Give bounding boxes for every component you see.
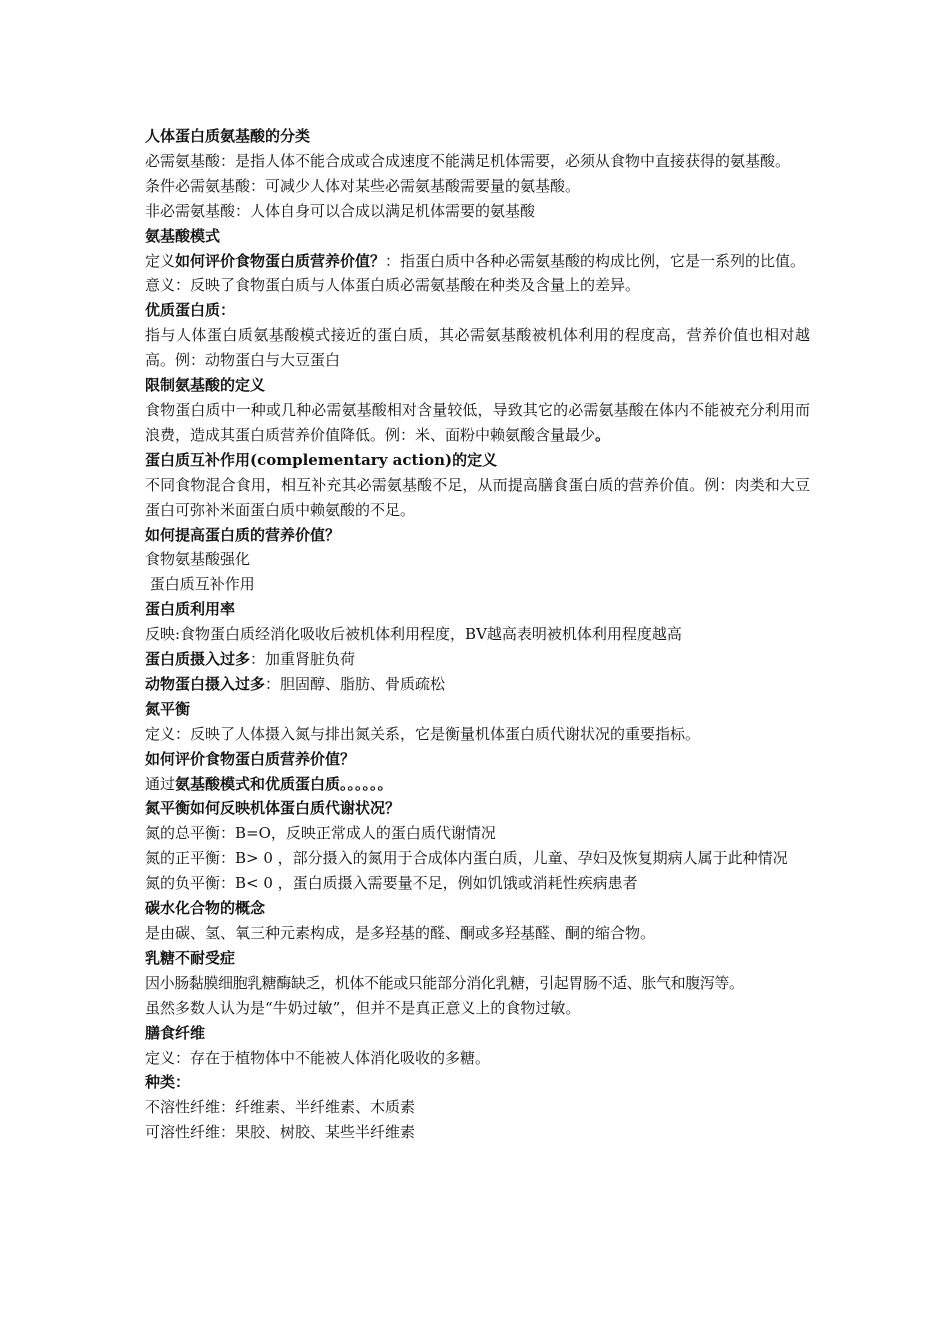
text-run-bold: 动物蛋白摄入过多 (145, 674, 266, 693)
list-item-complementation: 蛋白质互补作用 (145, 575, 255, 594)
paragraph-lactose-intolerance-1: 因小肠黏膜细胞乳糖酶缺乏，机体不能或只能部分消化乳糖，引起胃肠不适、胀气和腹泻等。 (145, 973, 744, 992)
paragraph-protein-excess (145, 647, 810, 672)
heading-limiting-amino-acid: 限制氨基酸的定义 (145, 376, 266, 395)
heading-nitrogen-balance-metabolism: 氮平衡如何反映机体蛋白质代谢状况？ (145, 799, 401, 818)
heading-fiber-types: 种类： (145, 1073, 191, 1092)
paragraph-animal-protein-excess (145, 672, 810, 697)
heading-carbohydrate-concept: 碳水化合物的概念 (145, 899, 266, 918)
heading-complementary-action: 蛋白质互补作用(complementary action)的定义 (145, 450, 498, 469)
paragraph-carbohydrate-concept: 是由碳、氢、氧三种元素构成，是多羟基的醛、酮或多羟基醛、酮的缩合物。 (145, 924, 656, 942)
heading-protein-utilization: 蛋白质利用率 (145, 600, 236, 619)
text-run: 定义 (145, 251, 176, 270)
text-run: 通过 (145, 774, 176, 793)
list-item-soluble-fiber: 可溶性纤维：果胶、树胶、某些半纤维素 (145, 1123, 416, 1142)
text-run: 食物蛋白质中一种或几种必需氨基酸相对含量较低，导致其它的必需氨基酸在体内不能被充分利用而浪费，造成其蛋白质营养价值降低。例：米、面粉中赖氨酸含量最少 (145, 400, 810, 444)
heading-nitrogen-balance: 氮平衡 (145, 699, 191, 718)
paragraph-nonessential: 非必需氨基酸：人体自身可以合成以满足机体需要的氨基酸 (145, 201, 536, 220)
paragraph-pattern-definition (145, 249, 810, 274)
heading-amino-acid-classification: 人体蛋白质氨基酸的分类 (145, 127, 311, 145)
paragraph-nitrogen-balance-definition: 定义：反映了人体摄入氮与排出氮关系，它是衡量机体蛋白质代谢状况的重要指标。 (145, 724, 701, 743)
text-run-bold: 氨基酸模式和优质蛋白质。。。。。。 (175, 774, 393, 793)
text-run-bold: 如何评价食物蛋白质营养价值？ (175, 251, 386, 270)
text-run-bold: 蛋白质摄入过多 (145, 650, 251, 669)
text-run: ：加重肾脏负荷 (250, 650, 356, 669)
paragraph-positive-balance: 氮的正平衡：B> 0 ，部分摄入的氮用于合成体内蛋白质，儿童、孕妇及恢复期病人属于此种情况 (145, 849, 788, 868)
paragraph-pattern-meaning: 意义：反映了食物蛋白质与人体蛋白质必需氨基酸在种类及含量上的差异。 (145, 276, 641, 295)
paragraph-essential-amino-acids: 必需氨基酸：是指人体不能合成或合成速度不能满足机体需要，必须从食物中直接获得的氨基酸。 (145, 151, 791, 170)
paragraph-evaluate-protein-value (145, 772, 810, 797)
paragraph-complementary-action: 不同食物混合食用，相互补充其必需氨基酸不足，从而提高膳食蛋白质的营养价值。例：肉类和大豆蛋白可弥补米面蛋白质中赖氨酸的不足。 (145, 475, 810, 519)
paragraph-limiting-amino-acid (145, 398, 810, 448)
text-run-bold: 。 (595, 425, 611, 444)
heading-improve-protein-value: 如何提高蛋白质的营养价值？ (145, 525, 341, 544)
list-item-fortification: 食物氨基酸强化 (145, 550, 251, 569)
paragraph-protein-utilization: 反映:食物蛋白质经消化吸收后被机体利用程度，BV越高表明被机体利用程度越高 (145, 625, 682, 644)
document-page (145, 124, 810, 1145)
text-run: ：胆固醇、脂肪、骨质疏松 (265, 674, 446, 693)
paragraph-total-balance: 氮的总平衡：B=O，反映正常成人的蛋白质代谢情况 (145, 824, 496, 843)
paragraph-lactose-intolerance-2: 虽然多数人认为是“牛奶过敏”，但并不是真正意义上的食物过敏。 (145, 998, 581, 1017)
list-item-insoluble-fiber: 不溶性纤维：纤维素、半纤维素、木质素 (145, 1098, 416, 1117)
heading-amino-acid-pattern: 氨基酸模式 (145, 226, 221, 245)
text-run: ：指蛋白质中各种必需氨基酸的构成比例，它是一系列的比值。 (385, 251, 806, 270)
paragraph-conditionally-essential: 条件必需氨基酸：可减少人体对某些必需氨基酸需要量的氨基酸。 (145, 176, 581, 195)
paragraph-dietary-fiber-definition: 定义：存在于植物体中不能被人体消化吸收的多糖。 (145, 1048, 491, 1067)
heading-lactose-intolerance: 乳糖不耐受症 (145, 948, 236, 967)
heading-evaluate-protein-value: 如何评价食物蛋白质营养价值？ (145, 749, 356, 768)
heading-high-quality-protein: 优质蛋白质： (145, 301, 236, 320)
paragraph-high-quality-protein: 指与人体蛋白质氨基酸模式接近的蛋白质，其必需氨基酸被机体利用的程度高，营养价值也相对越高。例：动物蛋白与大豆蛋白 (145, 326, 810, 370)
paragraph-negative-balance: 氮的负平衡：B< 0 ，蛋白质摄入需要量不足，例如饥饿或消耗性疾病患者 (145, 874, 638, 893)
heading-dietary-fiber: 膳食纤维 (145, 1023, 206, 1042)
